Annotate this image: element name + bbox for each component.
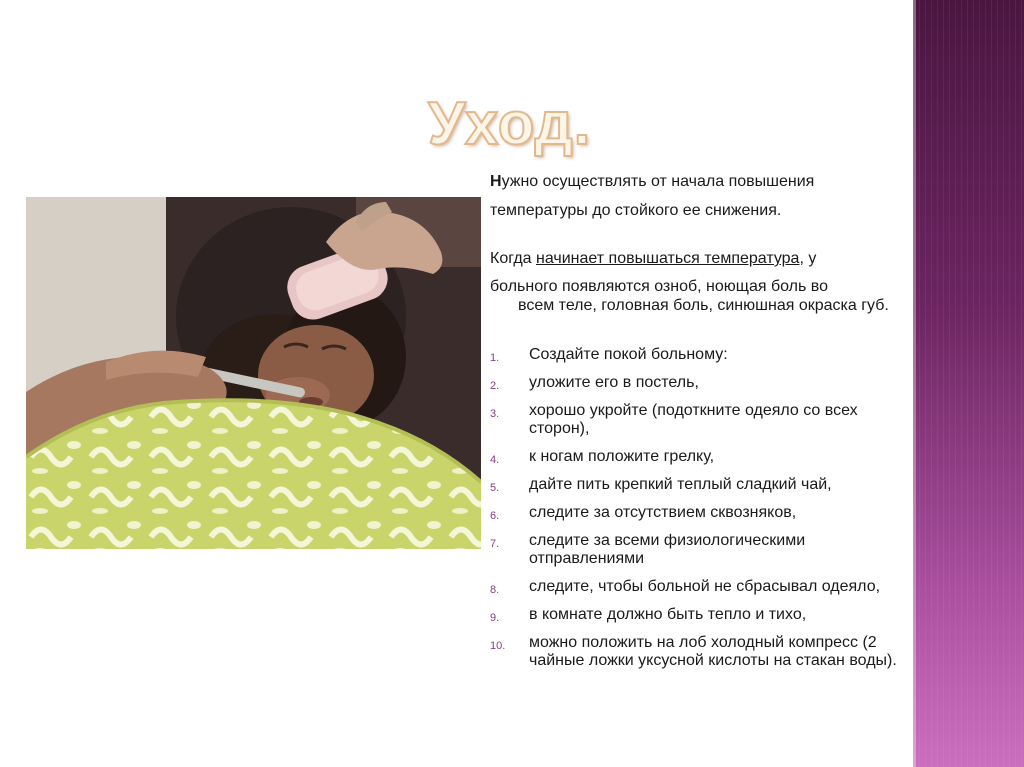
list-item [490,634,910,670]
symptoms-continuation: всем теле, головная боль, синюшная окраска губ. [518,297,889,314]
symptoms-line-1 [490,249,910,268]
list-item [490,606,910,624]
list-item [490,402,910,438]
list-item-text: следите за отсутствием сквозняков, [529,504,797,521]
sick-child-photo [26,197,481,549]
list-item-text: Создайте покой больному: [529,346,728,363]
intro-text: ужно осуществлять от начала повышения температуры до стойкого ее снижения. [490,173,815,219]
symptoms-suffix: , у [799,250,817,267]
list-item [490,476,910,494]
list-item-text: уложите его в постель, [529,374,699,391]
list-item-text: следите, чтобы больной не сбрасывал одеяло, [529,578,881,595]
band-stripes [913,0,1024,767]
list-item-number: 3. [490,408,500,420]
list-item-number: 6. [490,510,500,522]
symptoms-line-2: больного появляются озноб, ноющая боль во [490,278,829,295]
list-item [490,374,910,392]
list-item-number: 7. [490,538,500,550]
care-steps-list [490,346,910,670]
list-item-number: 9. [490,612,500,624]
list-item-text: дайте пить крепкий теплый сладкий чай, [529,476,832,493]
list-item-number: 1. [490,352,500,364]
list-item-number: 5. [490,482,500,494]
list-item [490,578,910,596]
list-item-number: 8. [490,584,500,596]
symptoms-prefix: Когда [490,250,537,267]
list-item-text: следите за всеми физиологическими отправлениями [529,532,806,567]
list-item-text: хорошо укройте (подоткните одеяло со всех сторон), [529,402,858,437]
intro-first-letter: Н [490,173,502,190]
band-edge [913,0,916,767]
list-item-number: 10. [490,640,506,652]
list-item [490,532,910,568]
list-item [490,448,910,466]
decorative-side-band [913,0,1024,767]
list-item [490,504,910,522]
slide-title: Уход. [428,90,592,157]
intro-paragraph [490,167,890,225]
list-item-text: в комнате должно быть тепло и тихо, [529,606,807,623]
list-item-number: 4. [490,454,500,466]
list-item-number: 2. [490,380,500,392]
symptoms-underlined: начинает повышаться температура [536,250,800,267]
list-item-text: к ногам положите грелку, [529,448,715,465]
list-item-text: можно положить на лоб холодный компресс (2 чайные ложки уксусной кислоты на стакан воды). [529,634,897,669]
list-item [490,346,910,364]
symptoms-paragraph [490,249,910,315]
